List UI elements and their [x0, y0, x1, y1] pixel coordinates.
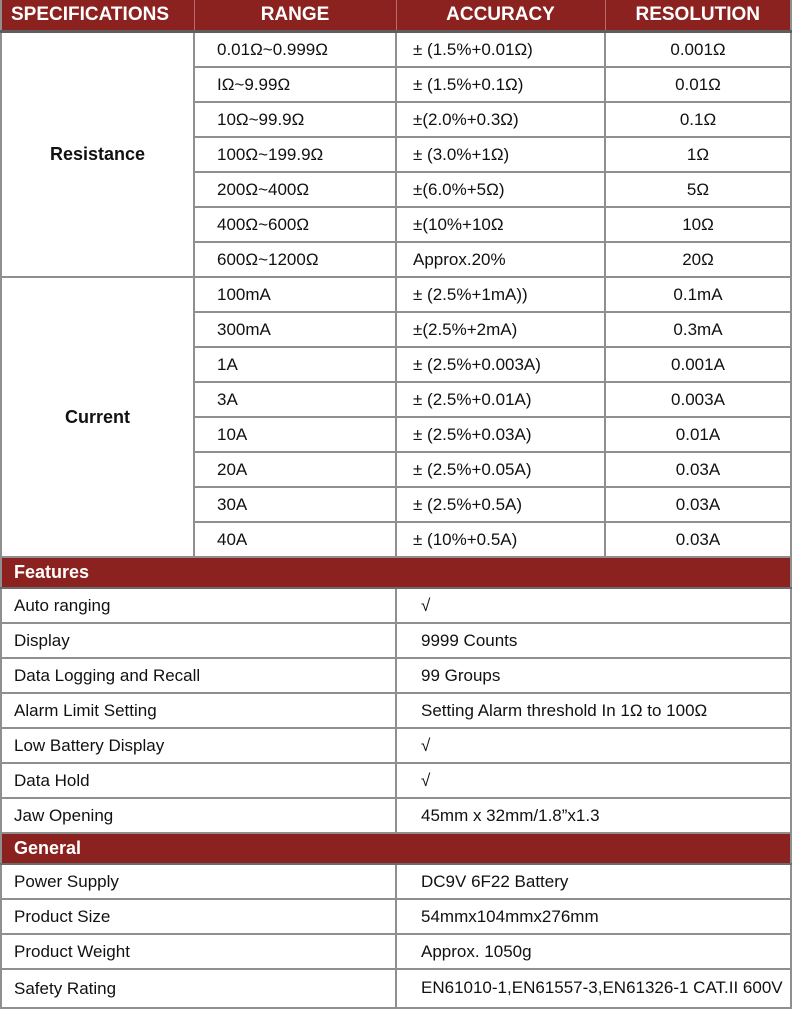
header-specifications: SPECIFICATIONS	[1, 0, 194, 32]
accuracy-cell: ±(2.5%+2mA)	[396, 312, 605, 347]
range-cell: 40A	[194, 522, 396, 557]
group-label-resistance: Resistance	[1, 32, 194, 278]
table-body	[1, 32, 791, 1009]
resolution-cell: 0.03A	[605, 522, 791, 557]
accuracy-cell: ± (2.5%+0.5A)	[396, 487, 605, 522]
accuracy-cell: ±(6.0%+5Ω)	[396, 172, 605, 207]
kv-row	[1, 728, 791, 763]
resolution-cell: 1Ω	[605, 137, 791, 172]
kv-label: Low Battery Display	[1, 728, 396, 763]
range-cell: 100mA	[194, 277, 396, 312]
header-accuracy: ACCURACY	[396, 0, 605, 32]
kv-value: 99 Groups	[396, 658, 791, 693]
section-title-features: Features	[1, 557, 791, 588]
range-cell: IΩ~9.99Ω	[194, 67, 396, 102]
kv-value: 54mmx104mmx276mm	[396, 899, 791, 934]
accuracy-cell: ± (1.5%+0.1Ω)	[396, 67, 605, 102]
spec-row	[1, 277, 791, 312]
resolution-cell: 0.001Ω	[605, 32, 791, 68]
resolution-cell: 0.1Ω	[605, 102, 791, 137]
resolution-cell: 0.3mA	[605, 312, 791, 347]
resolution-cell: 0.1mA	[605, 277, 791, 312]
kv-label: Product Size	[1, 899, 396, 934]
resolution-cell: 0.003A	[605, 382, 791, 417]
group-label-current: Current	[1, 277, 194, 557]
kv-value: √	[396, 763, 791, 798]
range-cell: 10Ω~99.9Ω	[194, 102, 396, 137]
section-band-row	[1, 833, 791, 864]
range-cell: 400Ω~600Ω	[194, 207, 396, 242]
kv-row	[1, 899, 791, 934]
kv-row	[1, 693, 791, 728]
table-header-row	[1, 0, 791, 32]
range-cell: 10A	[194, 417, 396, 452]
kv-row	[1, 798, 791, 833]
kv-label: Auto ranging	[1, 588, 396, 623]
resolution-cell: 10Ω	[605, 207, 791, 242]
range-cell: 0.01Ω~0.999Ω	[194, 32, 396, 68]
accuracy-cell: ± (2.5%+0.01A)	[396, 382, 605, 417]
resolution-cell: 20Ω	[605, 242, 791, 277]
table-header	[1, 0, 791, 32]
range-cell: 20A	[194, 452, 396, 487]
spec-row	[1, 32, 791, 68]
kv-row	[1, 588, 791, 623]
section-title-general: General	[1, 833, 791, 864]
resolution-cell: 0.03A	[605, 452, 791, 487]
range-cell: 1A	[194, 347, 396, 382]
kv-value: DC9V 6F22 Battery	[396, 864, 791, 899]
accuracy-cell: ± (2.5%+0.003A)	[396, 347, 605, 382]
kv-row	[1, 658, 791, 693]
accuracy-cell: ± (2.5%+0.05A)	[396, 452, 605, 487]
section-band-row	[1, 557, 791, 588]
header-range: RANGE	[194, 0, 396, 32]
kv-label: Alarm Limit Setting	[1, 693, 396, 728]
kv-row	[1, 969, 791, 1008]
kv-label: Data Hold	[1, 763, 396, 798]
resolution-cell: 0.01A	[605, 417, 791, 452]
accuracy-cell: ±(10%+10Ω	[396, 207, 605, 242]
accuracy-cell: Approx.20%	[396, 242, 605, 277]
accuracy-cell: ± (2.5%+0.03A)	[396, 417, 605, 452]
range-cell: 30A	[194, 487, 396, 522]
range-cell: 100Ω~199.9Ω	[194, 137, 396, 172]
kv-value: 9999 Counts	[396, 623, 791, 658]
kv-label: Jaw Opening	[1, 798, 396, 833]
kv-row	[1, 864, 791, 899]
kv-label: Power Supply	[1, 864, 396, 899]
kv-row	[1, 763, 791, 798]
kv-value: 45mm x 32mm/1.8”x1.3	[396, 798, 791, 833]
range-cell: 600Ω~1200Ω	[194, 242, 396, 277]
kv-row	[1, 934, 791, 969]
accuracy-cell: ± (3.0%+1Ω)	[396, 137, 605, 172]
range-cell: 3A	[194, 382, 396, 417]
resolution-cell: 0.001A	[605, 347, 791, 382]
accuracy-cell: ± (2.5%+1mA))	[396, 277, 605, 312]
kv-value: √	[396, 588, 791, 623]
kv-label: Data Logging and Recall	[1, 658, 396, 693]
kv-value: EN61010-1,EN61557-3,EN61326-1 CAT.II 600V	[396, 969, 791, 1008]
range-cell: 200Ω~400Ω	[194, 172, 396, 207]
kv-value: Approx. 1050g	[396, 934, 791, 969]
kv-row	[1, 623, 791, 658]
range-cell: 300mA	[194, 312, 396, 347]
kv-label: Display	[1, 623, 396, 658]
accuracy-cell: ± (1.5%+0.01Ω)	[396, 32, 605, 68]
kv-value: Setting Alarm threshold In 1Ω to 100Ω	[396, 693, 791, 728]
resolution-cell: 0.01Ω	[605, 67, 791, 102]
kv-label: Product Weight	[1, 934, 396, 969]
resolution-cell: 0.03A	[605, 487, 791, 522]
accuracy-cell: ± (10%+0.5A)	[396, 522, 605, 557]
resolution-cell: 5Ω	[605, 172, 791, 207]
kv-value: √	[396, 728, 791, 763]
accuracy-cell: ±(2.0%+0.3Ω)	[396, 102, 605, 137]
header-resolution: RESOLUTION	[605, 0, 791, 32]
kv-label: Safety Rating	[1, 969, 396, 1008]
